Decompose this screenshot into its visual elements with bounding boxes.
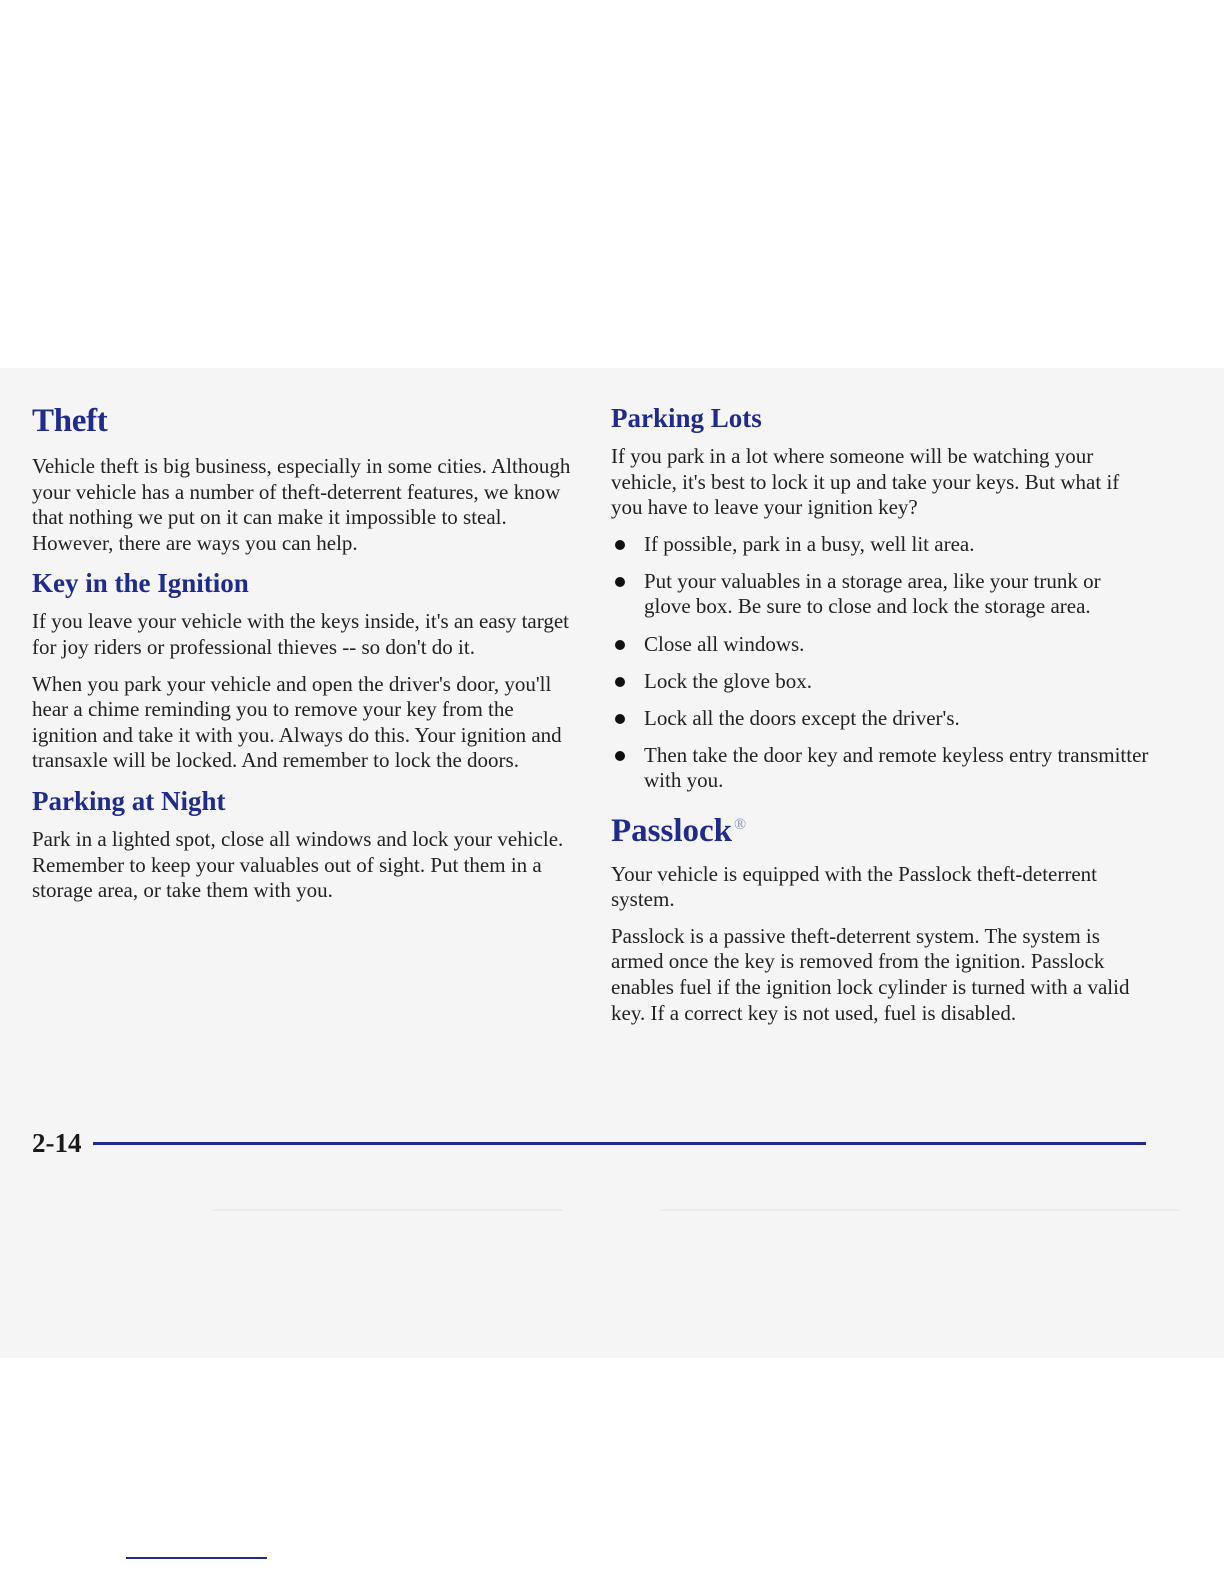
- list-item: [611, 706, 1151, 732]
- passlock-paragraph-1: Your vehicle is equipped with the Passlock theft-deterrent system.: [611, 861, 1098, 912]
- parking-lots-heading: Parking Lots: [611, 403, 762, 433]
- bullet-icon: [615, 540, 625, 550]
- key-in-ignition-section: [32, 567, 572, 774]
- key-in-ignition-heading: Key in the Ignition: [32, 568, 249, 599]
- list-item: [611, 632, 1151, 658]
- parking-at-night-section: [32, 785, 572, 904]
- list-item: [611, 569, 1151, 620]
- footer-divider: [93, 1142, 1146, 1145]
- parking-lots-section: [611, 402, 1151, 794]
- faint-divider-right: [660, 1209, 1180, 1211]
- list-item: [611, 743, 1151, 794]
- passlock-paragraph-2: Passlock is a passive theft-deterrent system. The system is armed once the key is removed from the ignition. Passlock enables fuel if the ignition lock cylinder is turned with a valid key. If a correct key is not used, fuel is disabled.: [611, 923, 1130, 1025]
- bullet-text: Lock the glove box.: [644, 668, 812, 693]
- theft-title: Theft: [32, 403, 108, 439]
- bottom-link-underline: [126, 1557, 267, 1559]
- bullet-icon: [615, 640, 625, 650]
- left-column: [32, 402, 572, 915]
- bullet-icon: [615, 751, 625, 761]
- bullet-text: Close all windows.: [644, 631, 805, 656]
- theft-body: Vehicle theft is big business, especially in some cities. Although your vehicle has a number of theft-deterrent features, we know that nothing we put on it can make it impossible to steal. However, there are ways you can help.: [32, 454, 571, 555]
- key-in-ignition-paragraph-1: If you leave your vehicle with the keys inside, it's an easy target for joy riders or professional thieves -- so don't do it.: [32, 609, 569, 659]
- list-item: [611, 669, 1151, 695]
- theft-section: [32, 402, 572, 556]
- key-in-ignition-paragraph-2: When you park your vehicle and open the driver's door, you'll hear a chime reminding you to remove your key from the ignition and take it with you. Always do this. Your ignition and transaxle will be locked. And remember to lock the doors.: [32, 671, 562, 773]
- passlock-section: [611, 806, 1151, 1027]
- bullet-text: Then take the door key and remote keyless entry transmitter with you.: [644, 742, 1149, 793]
- list-item: [611, 532, 1151, 558]
- bullet-icon: [615, 577, 625, 587]
- parking-lots-bullet-list: [611, 532, 1151, 794]
- parking-at-night-body: Park in a lighted spot, close all windows and lock your vehicle. Remember to keep your valuables out of sight. Put them in a storage area, or take them with you.: [32, 826, 564, 903]
- passlock-title: [611, 806, 1151, 850]
- bullet-text: Put your valuables in a storage area, like your trunk or glove box. Be sure to close and lock the storage area.: [644, 568, 1101, 619]
- right-column: [611, 402, 1151, 1037]
- page-number: 2-14: [32, 1128, 82, 1158]
- parking-at-night-heading: Parking at Night: [32, 785, 226, 816]
- bullet-icon: [615, 677, 625, 687]
- parking-lots-intro: If you park in a lot where someone will be watching your vehicle, it's best to lock it up and take your keys. But what if you have to leave your ignition key?: [611, 444, 1120, 520]
- bullet-text: If possible, park in a busy, well lit area.: [644, 531, 975, 556]
- registered-trademark-icon: ®: [734, 815, 747, 833]
- bullet-icon: [615, 714, 625, 724]
- page-footer: [32, 1126, 1146, 1160]
- bullet-text: Lock all the doors except the driver's.: [644, 705, 960, 730]
- passlock-title-text: Passlock: [611, 812, 733, 849]
- faint-divider-left: [212, 1209, 562, 1211]
